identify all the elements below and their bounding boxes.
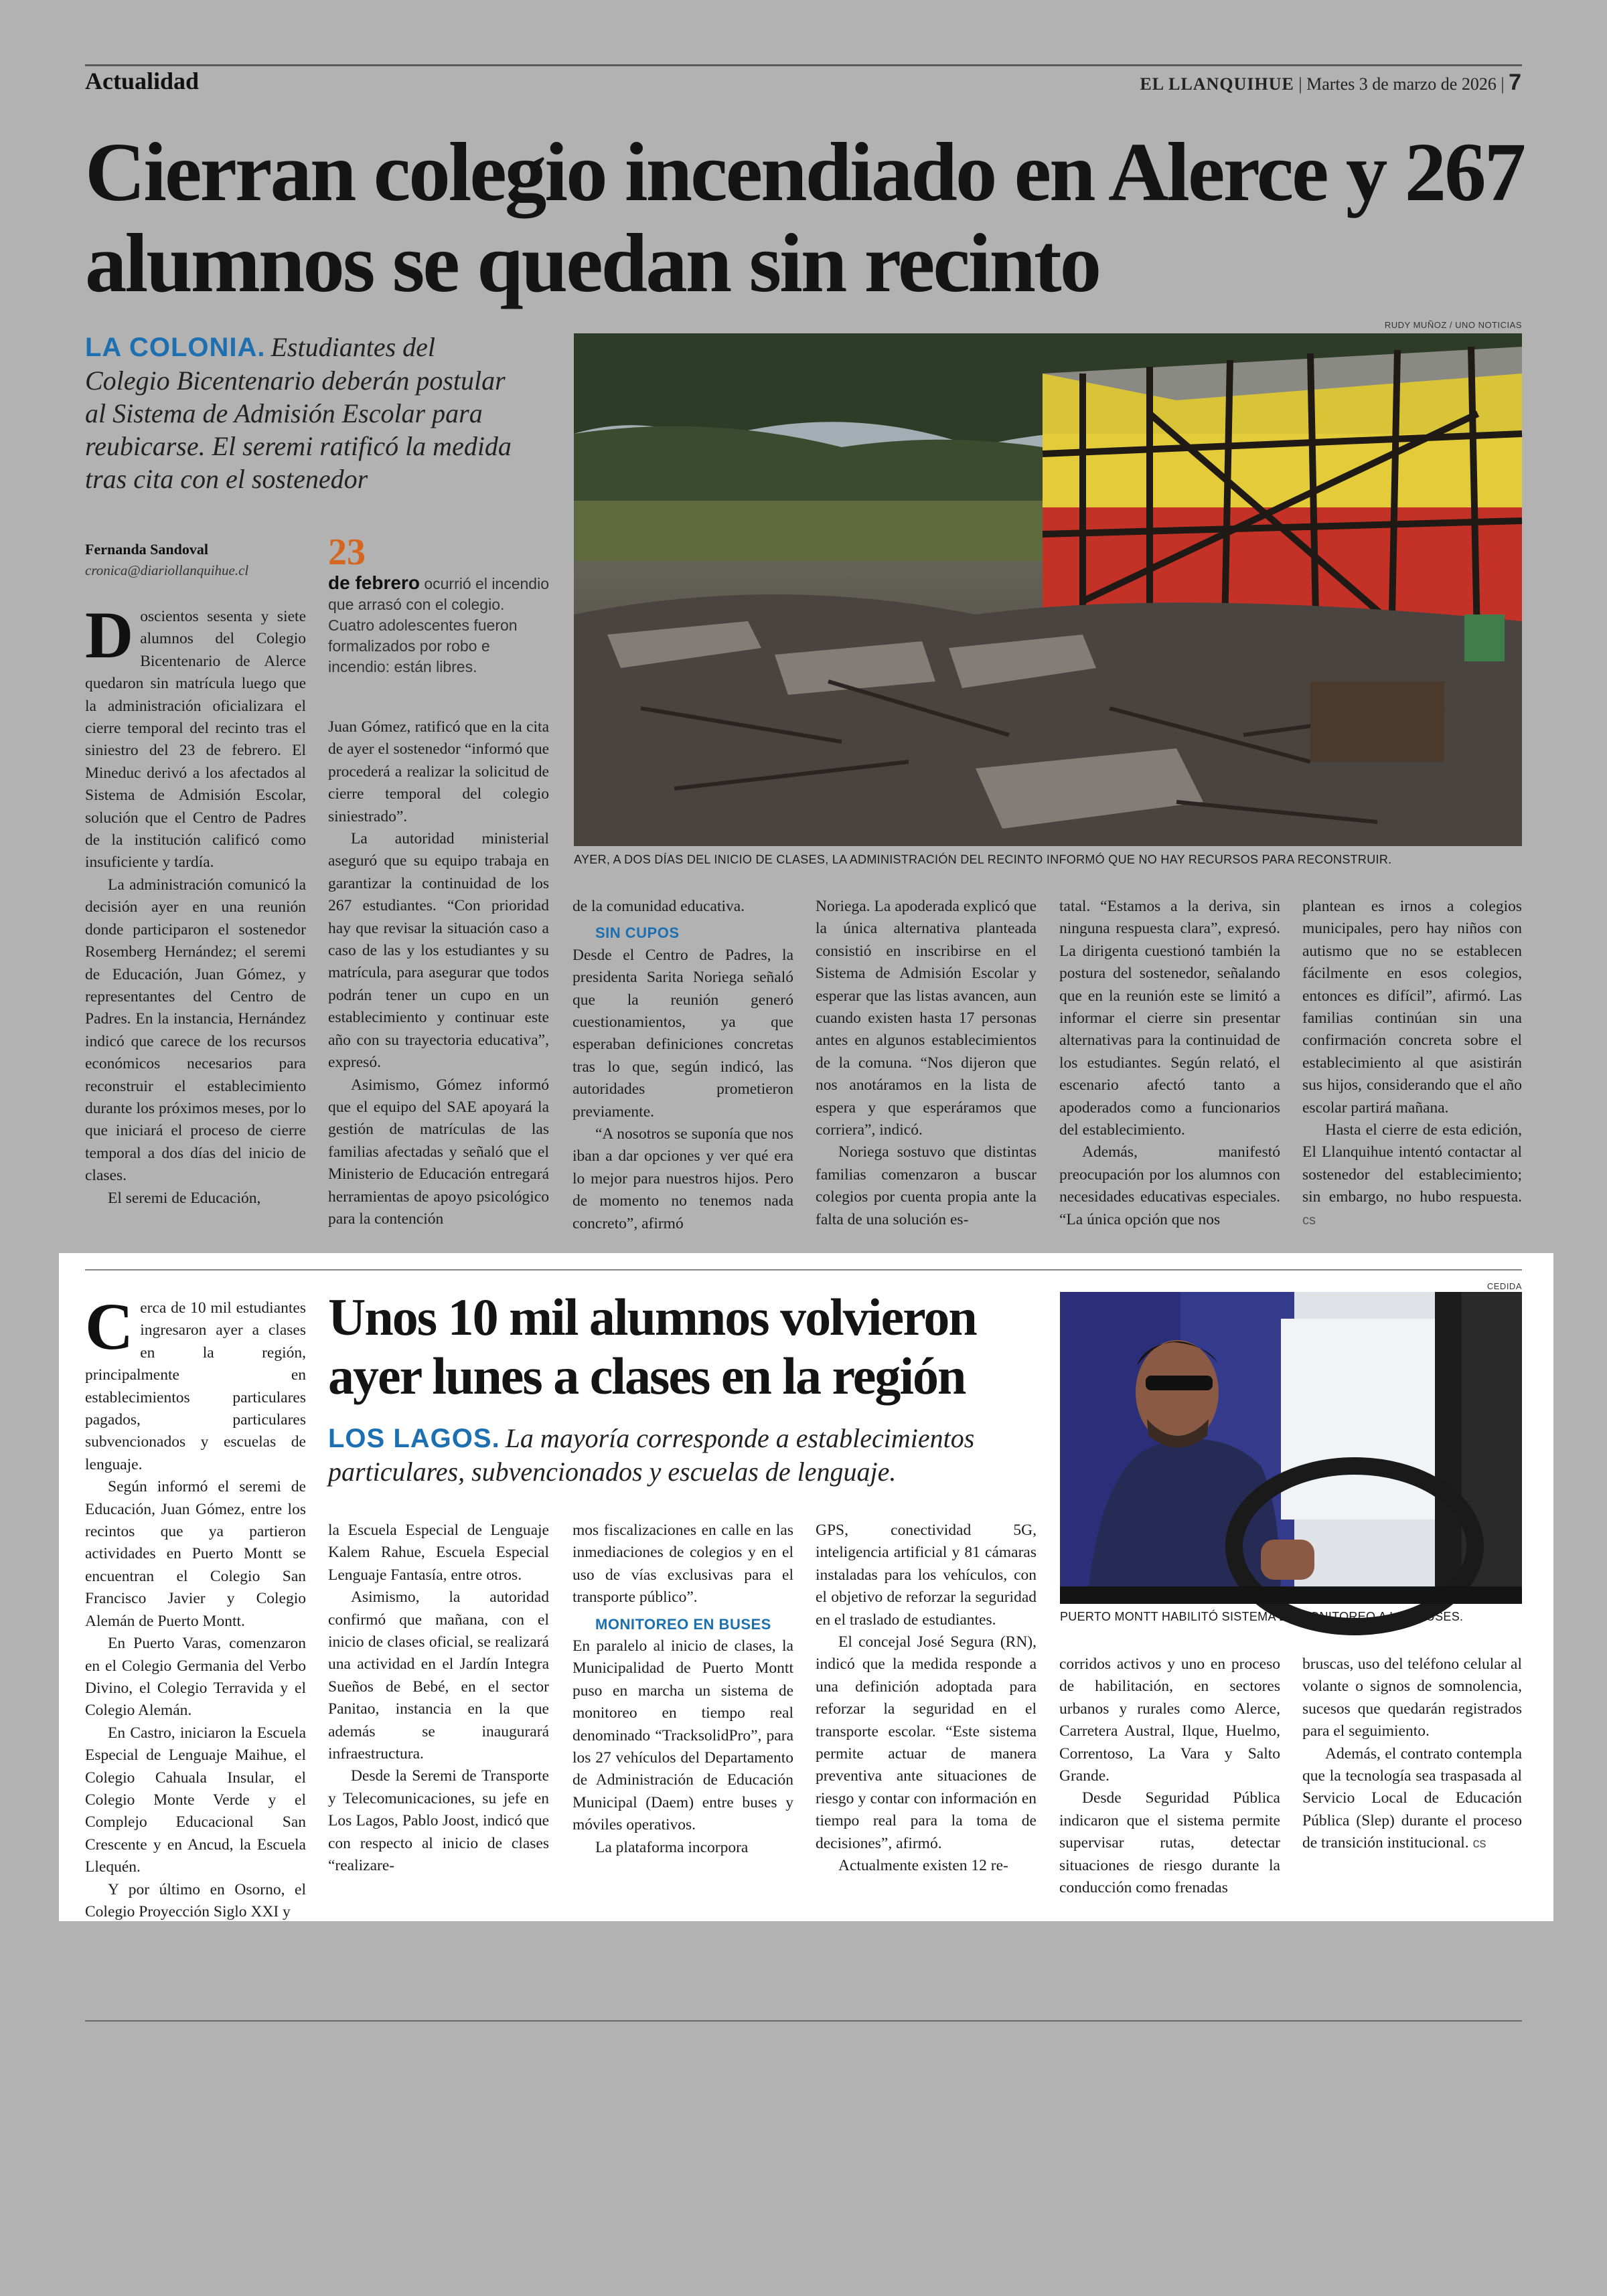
subhead-sin-cupos: SIN CUPOS <box>595 924 680 942</box>
paragraph: En Puerto Varas, comenzaron en el Colegio Germania del Verbo Divino, el Colegio Terravida y el Colegio Alemán. <box>85 1635 306 1720</box>
paragraph: Noriega sostuvo que distintas familias comenzaron a buscar colegios por cuenta propia ante la falta de una solución es- <box>816 1143 1037 1228</box>
story2-column-4 <box>816 1520 1037 1906</box>
paragraph-text: Además, el contrato contempla que la tecnología sea traspasada al Servicio Local de Educación Pública (Slep) durante el proceso de transición institucional. <box>1302 1744 1522 1852</box>
paper-name: EL LLANQUIHUE <box>1140 74 1294 94</box>
paragraph-text: Hasta el cierre de esta edición, El Llanquihue intentó contactar al sostenedor del establecimiento; sin embargo, no hubo respuesta. <box>1302 1121 1522 1206</box>
dropcap: D <box>85 598 134 672</box>
story2-headline: Unos 10 mil alumnos volvieron ayer lunes a clases en la región <box>328 1288 976 1405</box>
folio: EL LLANQUIHUE | Martes 3 de marzo de 2026 | 7 <box>1140 70 1521 95</box>
photo-credit-1: RUDY MUÑOZ / UNO NOTICIAS <box>1384 320 1522 330</box>
story2-column-5 <box>1059 1653 1280 1906</box>
paragraph: Desde la Seremi de Transporte y Telecomunicaciones, su jefe en Los Lagos, Pablo Joost, indicó que con respecto al inicio de clases “realizare- <box>328 1767 549 1875</box>
paragraph: tatal. “Estamos a la deriva, sin ninguna respuesta clara”, expresó. La dirigenta cuestionó también la postura del sostenedor, señalando que en la reunión este se limitó a informar el cierre sin presentar alternativas para la continuidad de los estudiantes. Según relató, el escenario afectó tanto a apoderados como a funcionarios del establecimiento. <box>1059 898 1280 1139</box>
photo-caption-1: AYER, A DOS DÍAS DEL INICIO DE CLASES, LA ADMINISTRACIÓN DEL RECINTO INFORMÓ QUE NO HAY RECURSOS PARA RECONSTRUIR. <box>574 853 1392 866</box>
paragraph: La plataforma incorpora <box>595 1838 749 1856</box>
page-number: 7 <box>1509 70 1521 95</box>
paragraph: Actualmente existen 12 re- <box>838 1857 1008 1875</box>
paragraph: Y por último en Osorno, el Colegio Proyección Siglo XXI y <box>85 1880 306 1920</box>
paragraph <box>1302 1743 1522 1856</box>
story2-deck-text: La mayoría corresponde a establecimientos particulares, subvencionados y escuelas de lenguaje. <box>328 1423 975 1487</box>
author-name: Fernanda Sandoval <box>85 541 208 558</box>
paragraph: La administración comunicó la decisión ayer en una reunión donde participaron el sostenedor Rosemberg Hernández; el seremi de Educación, Juan Gómez, y representantes del Centro de Padres. En la instancia, Hernández indicó que carece de los recursos económicos necesarios para reconstruir el establecimiento durante los próximos meses, por lo que iniciará el proceso de cierre temporal a dos días del inicio de clases. <box>85 876 306 1185</box>
main-deck <box>85 331 514 495</box>
main-deck-text: Estudiantes del Colegio Bicentenario deberán postular al Sistema de Admisión Escolar para reubicarse. El seremi ratificó la medida tras cita con el sostenedor <box>85 332 512 494</box>
photo-credit-2: CEDIDA <box>1486 1281 1522 1291</box>
paragraph: El seremi de Educación, <box>108 1189 261 1207</box>
paragraph: Según informó el seremi de Educación, Juan Gómez, entre los recintos que ya partieron actividades en Puerto Montt se encuentran el Colegio San Francisco Javier y Colegio Alemán de Puerto Montt. <box>85 1478 306 1630</box>
paragraph: bruscas, uso del teléfono celular al volante o signos de somnolencia, sucesos que quedarán registrados para el seguimiento. <box>1302 1655 1522 1740</box>
photo-caption-2: PUERTO MONTT HABILITÓ SISTEMA DE MONITOREO A LOS BUSES. <box>1060 1610 1464 1623</box>
story1-column-2 <box>328 716 549 1252</box>
panel-rule <box>85 1269 1522 1270</box>
paragraph: Desde Seguridad Pública indicaron que el sistema permite supervisar rutas, detectar situaciones de riesgo durante la conducción como frenadas <box>1059 1789 1280 1897</box>
paragraph <box>1302 1119 1522 1232</box>
story1-column-6 <box>1302 896 1522 1252</box>
paragraph: Además, manifestó preocupación por los alumnos con necesidades educativas especiales. “La única opción que nos <box>1059 1143 1280 1228</box>
main-headline: Cierran colegio incendiado en Alerce y 267 alumnos se quedan sin recinto <box>85 127 1525 310</box>
paragraph: corridos activos y uno en proceso de habilitación, en sectores urbanos y rurales como Alerce, Carretera Austral, Ilque, Huelmo, Correntoso, La Vara y Salto Grande. <box>1059 1655 1280 1785</box>
story2-column-1 <box>85 1289 306 1920</box>
end-mark: cs <box>1302 1212 1316 1228</box>
paragraph: mos fiscalizaciones en calle en las inmediaciones de colegios y en el uso de vías exclusivas para el transporte público”. <box>572 1522 793 1607</box>
paragraph: Asimismo, Gómez informó que el equipo del SAE apoyará la gestión de matrículas de las familias afectadas y señaló que el Ministerio de Educación entregará herramientas de apoyo psicológico para la contención <box>328 1076 549 1228</box>
story1-column-5 <box>1059 896 1280 1252</box>
story1-column-4 <box>816 896 1037 1252</box>
story1-column-3 <box>572 896 793 1252</box>
story2-deck <box>328 1422 1065 1488</box>
story2-kicker: LOS LAGOS. <box>328 1424 500 1453</box>
story2-column-2 <box>328 1520 549 1906</box>
paragraph: En Castro, iniciaron la Escuela Especial de Lenguaje Maihue, el Colegio Cahuala Insular, el Colegio Monte Verde y el Complejo Educacional San Crescente y en Ancud, la Escuela Llequén. <box>85 1724 306 1876</box>
paragraph: “A nosotros se suponía que nos iban a dar opciones y ver qué era lo mejor para nuestros hijos. Pero de momento no tenemos nada concreto”, afirmó <box>572 1125 793 1232</box>
paragraph: de la comunidad educativa. <box>572 898 745 915</box>
paragraph: La autoridad ministerial aseguró que su equipo trabaja en garantizar la continuidad de los 267 estudiantes. “Con prioridad hay que revisar la situación caso a caso de las y los estudiantes y su matrícula, para asegurar que todos podrán tener un cupo en un establecimiento y continuar este año con su trayectoria educativa”, expresó. <box>328 830 549 1072</box>
dropcap: C <box>85 1289 134 1364</box>
paragraph: En paralelo al inicio de clases, la Municipalidad de Puerto Montt puso en marcha un sistema de monitoreo en tiempo real denominado “TracksolidPro”, para los 27 vehículos del Departamento de Administración de Educación Municipal (Daem) entre buses y móviles operativos. <box>572 1637 793 1834</box>
subhead-monitoreo: MONITOREO EN BUSES <box>595 1615 771 1633</box>
author-email: cronica@diariollanquihue.cl <box>85 562 249 578</box>
paragraph: GPS, conectividad 5G, inteligencia artificial y 81 cámaras instaladas para los vehículos, con el objetivo de reforzar la seguridad en el traslado de estudiantes. <box>816 1522 1037 1629</box>
paragraph: plantean es irnos a colegios municipales, pero hay niños con autismo que no se establecen fácilmente en esos colegios, entonces es difícil”, afirmó. Las familias continúan sin una confirmación concreta sobre el establecimiento al que asistirán sus hijos, considerando que el año escolar partirá mañana. <box>1302 898 1522 1117</box>
paragraph: Noriega. La apoderada explicó que la única alternativa planteada consistió en inscribirse en el Sistema de Admisión Escolar y esperar que las listas avancen, aun cuando existen hasta 17 personas antes en algunos establecimientos de la comuna. “Nos dijeron que nos anotáramos en la lista de espera y que esperáramos que corriera”, indicó. <box>816 898 1037 1139</box>
fact-box <box>328 532 549 677</box>
fact-number: 23 <box>328 531 366 573</box>
bus-driver-image <box>1060 1292 1522 1604</box>
byline <box>85 541 286 579</box>
main-kicker: LA COLONIA. <box>85 333 266 362</box>
paragraph: oscientos sesenta y siete alumnos del Colegio Bicentenario de Alerce quedaron sin matrícula luego que la administración oficializara el cierre temporal del recinto tras el siniestro del 23 de febrero. El Mineduc derivó a los afectados al Sistema de Admisión Escolar, solución que el Centro de Padres de la institución calificó como insuficiente y tardía. <box>85 608 306 872</box>
issue-date: Martes 3 de marzo de 2026 <box>1306 74 1497 94</box>
section-label: Actualidad <box>85 68 200 94</box>
fact-text: ocurrió el incendio que arrasó con el colegio. Cuatro adolescentes fueron formalizados por robo e incendio: están libres. <box>328 575 549 675</box>
paragraph: Desde el Centro de Padres, la presidenta Sarita Noriega señaló que la reunión generó cuestionamientos, ya que esperaban definiciones concretas tras lo que, según indicó, las autoridades prometieron previamente. <box>572 946 793 1121</box>
paragraph: erca de 10 mil estudiantes ingresaron ayer a clases en la región, principalmente en establecimientos particulares pagados, particulares subvencionados y escuelas de lenguaje. <box>85 1299 306 1473</box>
fire-photo <box>574 333 1522 846</box>
story1-column-1 <box>85 598 306 1252</box>
top-rule <box>85 64 1522 66</box>
bus-photo <box>1060 1292 1522 1604</box>
paragraph: Asimismo, la autoridad confirmó que mañana, con el inicio de clases oficial, se realizará una actividad en el Jardín Integra Sueños de Bebé, en el sector Panitao, instancia en la que además se inaugurará infraestructura. <box>328 1588 549 1763</box>
story2-column-6 <box>1302 1653 1522 1906</box>
story2-column-3 <box>572 1520 793 1906</box>
end-mark: cs <box>1472 1836 1486 1852</box>
paragraph: El concejal José Segura (RN), indicó que la medida responde a una definición adoptada para reforzar la seguridad en el transporte escolar. “Este sistema permite actuar de manera preventiva ante situaciones de riesgo y contar con información en tiempo real para la toma de decisiones”, afirmó. <box>816 1633 1037 1852</box>
paragraph: la Escuela Especial de Lenguaje Kalem Rahue, Escuela Especial Lenguaje Fantasía, entre otros. <box>328 1522 549 1584</box>
fact-month: de febrero <box>328 572 420 593</box>
paragraph: Juan Gómez, ratificó que en la cita de ayer el sostenedor “informó que procederá a realizar la solicitud de cierre temporal del colegio siniestrado”. <box>328 718 549 825</box>
bottom-rule <box>85 2020 1522 2022</box>
burned-school-image <box>574 333 1522 846</box>
